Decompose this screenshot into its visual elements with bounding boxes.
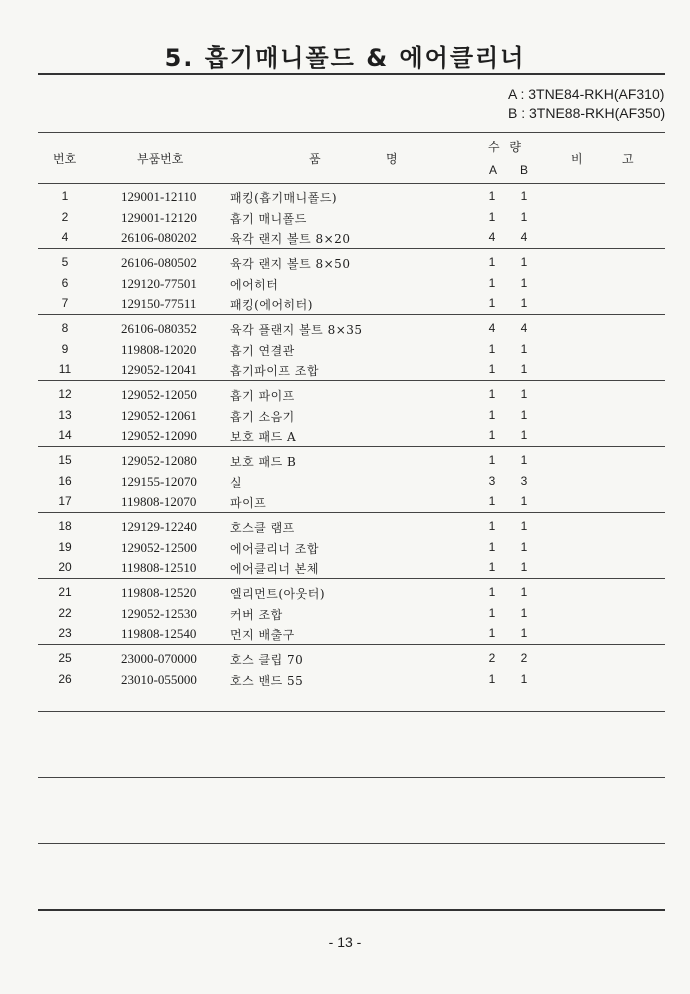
footer-rule bbox=[38, 909, 665, 911]
cell-no: 20 bbox=[58, 560, 72, 574]
cell-name: 패킹(에어히터) bbox=[230, 298, 313, 312]
cell-no: 5 bbox=[61, 255, 69, 269]
cell-name: 호스 클립 70 bbox=[230, 653, 304, 667]
cell-part-no: 26106-080502 bbox=[121, 255, 197, 270]
cell-qty-b: 4 bbox=[520, 230, 528, 244]
cell-qty-a: 4 bbox=[488, 321, 496, 335]
cell-part-no: 129155-12070 bbox=[121, 473, 197, 489]
header-qty-a: A bbox=[489, 163, 498, 177]
cell-no: 21 bbox=[58, 585, 72, 599]
cell-part-no: 119808-12070 bbox=[121, 494, 197, 509]
page-title: 5. 흡기매니폴드 & 에어클리너 bbox=[164, 44, 526, 72]
cell-no: 16 bbox=[58, 473, 72, 488]
cell-name: 육각 랜지 볼트 8×20 bbox=[230, 232, 351, 246]
group-separator bbox=[38, 644, 665, 645]
cell-no: 23 bbox=[58, 626, 72, 640]
cell-part-no: 23000-070000 bbox=[121, 651, 197, 666]
cell-qty-b: 1 bbox=[520, 387, 528, 401]
header-qty: 수 량 bbox=[488, 140, 521, 154]
cell-qty-a: 1 bbox=[488, 189, 496, 203]
cell-qty-b: 4 bbox=[520, 321, 528, 335]
cell-no: 19 bbox=[58, 539, 72, 554]
cell-name: 파이프 bbox=[230, 496, 267, 510]
table-row bbox=[0, 583, 690, 603]
table-row bbox=[0, 208, 690, 228]
cell-qty-a: 1 bbox=[488, 209, 496, 224]
cell-name: 에어클리너 조합 bbox=[230, 541, 319, 556]
cell-part-no: 129001-12120 bbox=[121, 209, 197, 225]
cell-qty-a: 1 bbox=[488, 296, 496, 310]
cell-part-no: 129150-77511 bbox=[121, 296, 197, 311]
cell-qty-b: 1 bbox=[520, 296, 528, 310]
header-bottom-rule bbox=[38, 183, 665, 184]
cell-no: 17 bbox=[58, 494, 72, 508]
cell-part-no: 129001-12110 bbox=[121, 189, 197, 204]
table-row bbox=[0, 253, 690, 273]
cell-name: 흡기 연결관 bbox=[230, 343, 295, 358]
cell-qty-b: 1 bbox=[520, 189, 528, 203]
cell-no: 13 bbox=[58, 407, 72, 422]
cell-qty-a: 1 bbox=[488, 255, 496, 269]
table-row bbox=[0, 624, 690, 644]
cell-no: 26 bbox=[58, 671, 72, 686]
cell-name: 엘리먼트(아웃터) bbox=[230, 587, 326, 601]
cell-no: 2 bbox=[61, 209, 69, 224]
table-row bbox=[0, 294, 690, 314]
cell-name: 보호 패드 A bbox=[230, 430, 297, 444]
table-row bbox=[0, 670, 690, 690]
cell-qty-a: 4 bbox=[488, 230, 496, 244]
table-row bbox=[0, 538, 690, 558]
cell-qty-a: 1 bbox=[488, 341, 496, 356]
cell-qty-b: 1 bbox=[520, 362, 528, 376]
model-b: B : 3TNE88-RKH(AF350) bbox=[508, 105, 666, 121]
cell-part-no: 26106-080352 bbox=[121, 321, 197, 336]
cell-qty-b: 1 bbox=[520, 560, 528, 574]
cell-no: 9 bbox=[61, 341, 69, 356]
empty-rule-3 bbox=[38, 843, 665, 844]
empty-rule-2 bbox=[38, 777, 665, 778]
cell-name: 호스 밴드 55 bbox=[230, 673, 304, 688]
cell-part-no: 129052-12500 bbox=[121, 539, 197, 555]
table-row bbox=[0, 649, 690, 669]
cell-part-no: 129052-12090 bbox=[121, 428, 197, 443]
cell-part-no: 129052-12530 bbox=[121, 605, 197, 621]
cell-name: 커버 조합 bbox=[230, 607, 283, 622]
title-rule bbox=[38, 73, 665, 75]
table-row bbox=[0, 406, 690, 426]
cell-part-no: 129052-12050 bbox=[121, 387, 197, 402]
cell-no: 14 bbox=[58, 428, 72, 442]
cell-qty-b: 1 bbox=[520, 626, 528, 640]
empty-rule-1 bbox=[38, 711, 665, 712]
cell-no: 22 bbox=[58, 605, 72, 620]
cell-no: 15 bbox=[58, 453, 72, 467]
cell-part-no: 26106-080202 bbox=[121, 230, 197, 245]
cell-qty-a: 1 bbox=[488, 585, 496, 599]
cell-name: 육각 랜지 볼트 8×50 bbox=[230, 257, 351, 271]
table-row bbox=[0, 492, 690, 512]
table-row bbox=[0, 426, 690, 446]
table-row bbox=[0, 385, 690, 405]
cell-no: 25 bbox=[58, 651, 72, 665]
cell-name: 흡기 매니폴드 bbox=[230, 211, 307, 226]
group-separator bbox=[38, 248, 665, 249]
header-top-rule bbox=[38, 132, 665, 133]
cell-qty-b: 1 bbox=[520, 671, 528, 686]
table-row bbox=[0, 228, 690, 248]
cell-qty-a: 1 bbox=[488, 387, 496, 401]
header-qty-b: B bbox=[520, 163, 529, 177]
cell-qty-b: 1 bbox=[520, 255, 528, 269]
group-separator bbox=[38, 314, 665, 315]
cell-no: 18 bbox=[58, 519, 72, 533]
header-part-no: 부품번호 bbox=[137, 152, 184, 166]
cell-no: 6 bbox=[61, 275, 69, 290]
cell-qty-a: 1 bbox=[488, 494, 496, 508]
cell-qty-a: 1 bbox=[488, 362, 496, 376]
cell-name: 흡기 소음기 bbox=[230, 409, 295, 424]
cell-qty-b: 1 bbox=[520, 605, 528, 620]
table-row bbox=[0, 319, 690, 339]
cell-part-no: 119808-12520 bbox=[121, 585, 197, 600]
cell-qty-b: 1 bbox=[520, 341, 528, 356]
group-separator bbox=[38, 512, 665, 513]
table-row bbox=[0, 360, 690, 380]
cell-qty-a: 1 bbox=[488, 428, 496, 442]
table-row bbox=[0, 558, 690, 578]
cell-no: 12 bbox=[58, 387, 72, 401]
cell-qty-b: 1 bbox=[520, 428, 528, 442]
cell-no: 11 bbox=[58, 362, 72, 376]
table-row bbox=[0, 274, 690, 294]
cell-part-no: 119808-12510 bbox=[121, 560, 197, 575]
cell-name: 에어히터 bbox=[230, 277, 279, 292]
cell-qty-a: 1 bbox=[488, 539, 496, 554]
table-row bbox=[0, 472, 690, 492]
cell-qty-a: 1 bbox=[488, 407, 496, 422]
table-row bbox=[0, 517, 690, 537]
model-a: A : 3TNE84-RKH(AF310) bbox=[508, 86, 665, 102]
cell-qty-b: 1 bbox=[520, 539, 528, 554]
cell-part-no: 129129-12240 bbox=[121, 519, 197, 534]
table-row bbox=[0, 451, 690, 471]
cell-qty-a: 1 bbox=[488, 453, 496, 467]
cell-qty-a: 1 bbox=[488, 605, 496, 620]
cell-qty-b: 1 bbox=[520, 209, 528, 224]
cell-name: 호스클 램프 bbox=[230, 521, 295, 535]
cell-qty-b: 1 bbox=[520, 275, 528, 290]
table-row bbox=[0, 340, 690, 360]
cell-name: 패킹(흡기매니폴드) bbox=[230, 191, 338, 205]
cell-qty-b: 1 bbox=[520, 585, 528, 599]
cell-part-no: 23010-055000 bbox=[121, 671, 197, 687]
cell-qty-b: 1 bbox=[520, 519, 528, 533]
cell-no: 4 bbox=[61, 230, 69, 244]
cell-name: 보호 패드 B bbox=[230, 455, 297, 469]
cell-qty-a: 3 bbox=[488, 473, 496, 488]
cell-qty-a: 1 bbox=[488, 275, 496, 290]
cell-name: 흡기 파이프 bbox=[230, 389, 295, 403]
cell-part-no: 129052-12061 bbox=[121, 407, 197, 423]
group-separator bbox=[38, 446, 665, 447]
cell-qty-b: 1 bbox=[520, 407, 528, 422]
cell-part-no: 119808-12540 bbox=[121, 626, 197, 641]
cell-no: 7 bbox=[61, 296, 69, 310]
cell-qty-b: 2 bbox=[520, 651, 528, 665]
page-number: - 13 - bbox=[328, 934, 362, 950]
cell-part-no: 129052-12041 bbox=[121, 362, 197, 377]
header-name-2: 명 bbox=[386, 152, 398, 166]
cell-part-no: 129120-77501 bbox=[121, 275, 197, 291]
header-no: 번호 bbox=[53, 152, 77, 166]
cell-qty-a: 1 bbox=[488, 626, 496, 640]
header-remark-2: 고 bbox=[622, 152, 634, 166]
cell-qty-b: 1 bbox=[520, 494, 528, 508]
header-name-1: 품 bbox=[309, 152, 321, 166]
cell-no: 1 bbox=[61, 189, 69, 203]
table-row bbox=[0, 604, 690, 624]
cell-name: 실 bbox=[230, 475, 243, 490]
cell-name: 육각 플랜지 볼트 8×35 bbox=[230, 323, 363, 337]
cell-qty-a: 1 bbox=[488, 560, 496, 574]
cell-qty-a: 2 bbox=[488, 651, 496, 665]
cell-name: 에어클리너 본체 bbox=[230, 562, 319, 576]
cell-qty-b: 3 bbox=[520, 473, 528, 488]
cell-qty-a: 1 bbox=[488, 671, 496, 686]
group-separator bbox=[38, 380, 665, 381]
cell-name: 흡기파이프 조합 bbox=[230, 364, 319, 378]
header-remark-1: 비 bbox=[571, 152, 583, 166]
cell-no: 8 bbox=[61, 321, 69, 335]
cell-qty-a: 1 bbox=[488, 519, 496, 533]
cell-name: 먼지 배출구 bbox=[230, 628, 295, 642]
cell-part-no: 119808-12020 bbox=[121, 341, 197, 357]
group-separator bbox=[38, 578, 665, 579]
table-row bbox=[0, 187, 690, 207]
cell-part-no: 129052-12080 bbox=[121, 453, 197, 468]
cell-qty-b: 1 bbox=[520, 453, 528, 467]
